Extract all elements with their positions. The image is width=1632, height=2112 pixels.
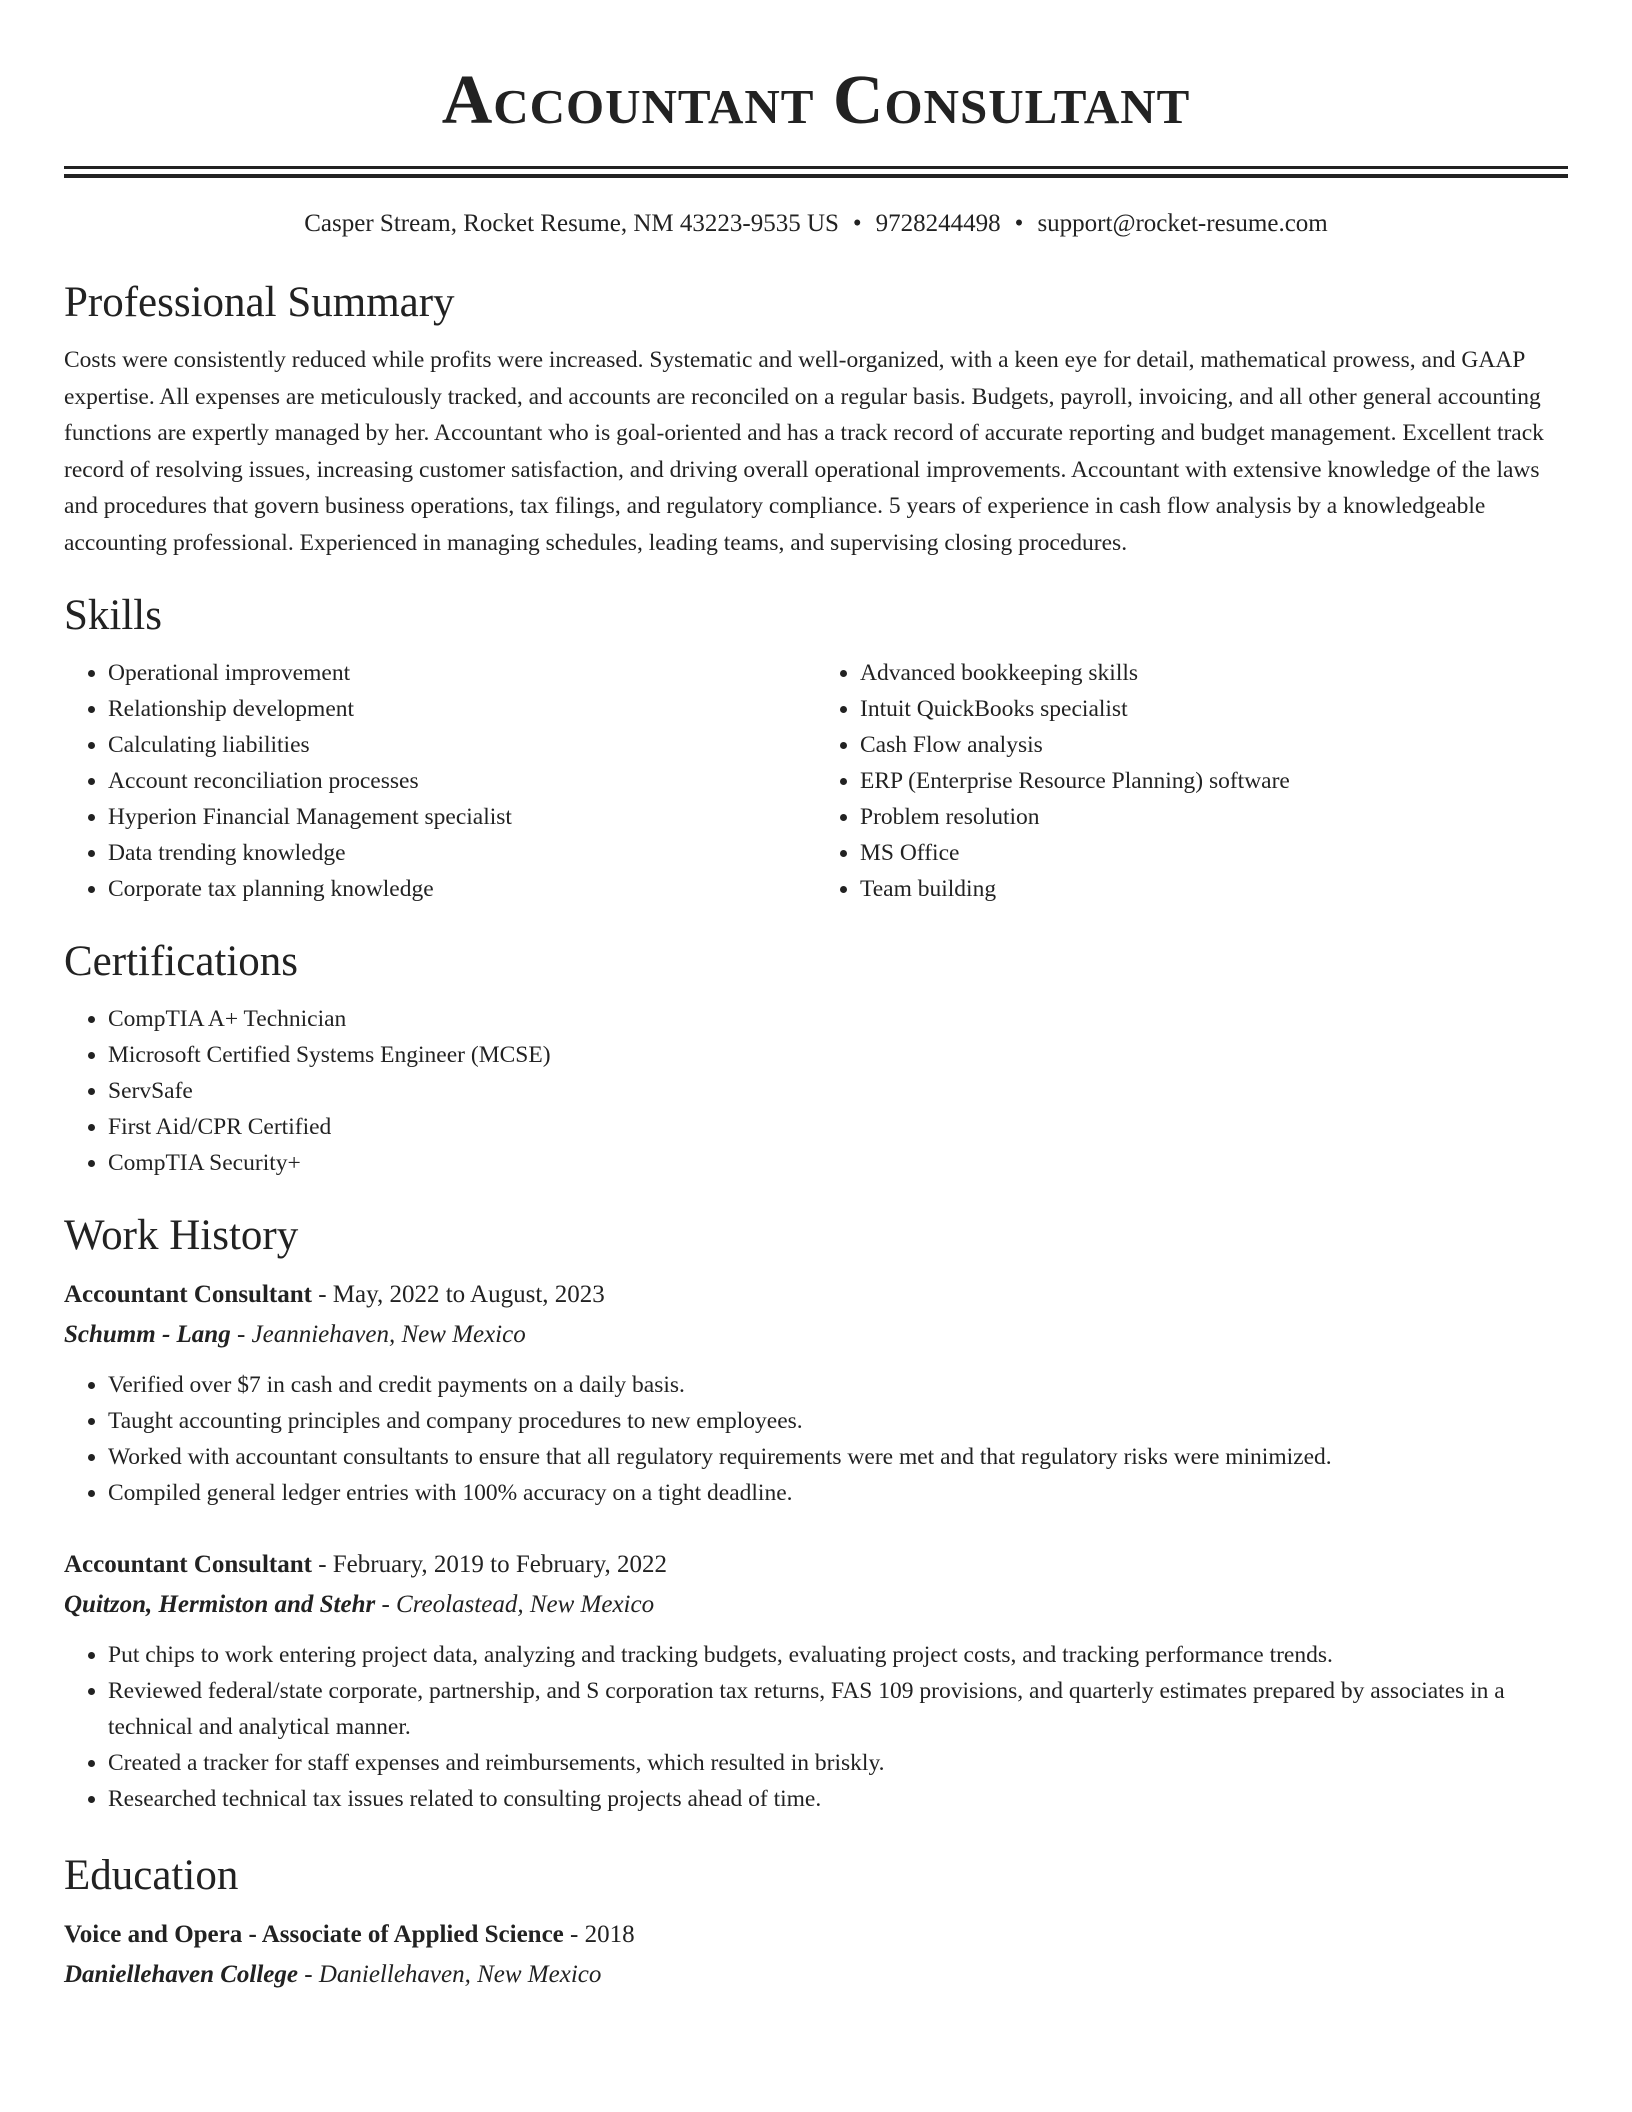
education-entry	[64, 1915, 1568, 1995]
skill-item: • Intuit QuickBooks specialist	[860, 691, 1568, 727]
skill-item: • Operational improvement	[108, 655, 816, 691]
contact-line	[64, 208, 1568, 240]
skill-item: • ERP (Enterprise Resource Planning) software	[860, 763, 1568, 799]
skill-item: • Advanced bookkeeping skills	[860, 655, 1568, 691]
job-bullet: • Researched technical tax issues related to consulting projects ahead of time.	[108, 1781, 1568, 1817]
job-bullet: • Reviewed federal/state corporate, partnership, and S corporation tax returns, FAS 109 provisions, and quarterly estimates prepared by associates in a technical and analytical manner.	[108, 1673, 1568, 1745]
skill-item: • Calculating liabilities	[108, 727, 816, 763]
skill-item: • Team building	[860, 871, 1568, 907]
job-company-line	[64, 1315, 1568, 1355]
skill-item: • Relationship development	[108, 691, 816, 727]
summary-text: Costs were consistently reduced while profits were increased. Systematic and well-organized, with a keen eye for detail, mathematical prowess, and GAAP expertise. All expenses are meticulously tracked, and accounts are reconciled on a regular basis. Budgets, payroll, invoicing, and all other general accounting functions are expertly managed by her. Accountant who is goal-oriented and has a track record of accurate reporting and budget management. Excellent track record of resolving issues, increasing customer satisfaction, and driving overall operational improvements. Accountant with extensive knowledge of the laws and procedures that govern business operations, tax filings, and regulatory compliance. 5 years of experience in cash flow analysis by a knowledgeable accounting professional. Experienced in managing schedules, leading teams, and supervising closing procedures.	[64, 347, 1544, 556]
header-divider	[64, 166, 1568, 178]
job-entry	[64, 1545, 1568, 1817]
education-school-line	[64, 1955, 1568, 1995]
education-degree: Voice and Opera - Associate of Applied Science	[64, 1921, 564, 1948]
job-title: Accountant Consultant	[64, 1551, 312, 1578]
contact-separator: •	[1014, 210, 1024, 237]
summary-heading: Professional Summary	[64, 279, 455, 326]
job-location: - Creolastead, New Mexico	[375, 1591, 655, 1618]
contact-address: Casper Stream, Rocket Resume, NM 43223-9535 US	[304, 210, 839, 237]
skill-item: • Corporate tax planning knowledge	[108, 871, 816, 907]
certification-item: • CompTIA A+ Technician	[108, 1001, 1568, 1037]
job-dates: - February, 2019 to February, 2022	[311, 1551, 667, 1578]
skill-item: • Hyperion Financial Management specialist	[108, 799, 816, 835]
skill-item: • Data trending knowledge	[108, 835, 816, 871]
education-location: - Daniellehaven, New Mexico	[298, 1961, 602, 1988]
job-company-line	[64, 1585, 1568, 1625]
job-title-line	[64, 1545, 1568, 1585]
job-bullet: • Created a tracker for staff expenses and reimbursements, which resulted in briskly.	[108, 1745, 1568, 1781]
job-location: - Jeanniehaven, New Mexico	[230, 1321, 526, 1348]
skill-item: • MS Office	[860, 835, 1568, 871]
certification-item: • First Aid/CPR Certified	[108, 1109, 1568, 1145]
certification-item: • Microsoft Certified Systems Engineer (MCSE)	[108, 1037, 1568, 1073]
education-school: Daniellehaven College	[64, 1961, 298, 1988]
contact-separator: •	[852, 210, 862, 237]
job-company: Quitzon, Hermiston and Stehr	[64, 1591, 376, 1618]
job-entry	[64, 1275, 1568, 1511]
skills-column-left	[64, 655, 816, 907]
skills-column-right	[816, 655, 1568, 907]
job-bullet: • Verified over $7 in cash and credit payments on a daily basis.	[108, 1367, 1568, 1403]
skills-heading: Skills	[64, 592, 162, 639]
job-dates: - May, 2022 to August, 2023	[311, 1281, 605, 1308]
job-company: Schumm - Lang	[64, 1321, 231, 1348]
skill-item: • Account reconciliation processes	[108, 763, 816, 799]
job-bullets	[64, 1367, 1568, 1511]
job-bullet: • Compiled general ledger entries with 100% accuracy on a tight deadline.	[108, 1475, 1568, 1511]
certification-item: • ServSafe	[108, 1073, 1568, 1109]
job-title-line	[64, 1275, 1568, 1315]
skills-list	[64, 655, 1568, 907]
job-bullets	[64, 1637, 1568, 1817]
contact-phone: 9728244498	[875, 210, 1001, 237]
education-year: - 2018	[563, 1921, 635, 1948]
skill-item: • Cash Flow analysis	[860, 727, 1568, 763]
resume-name: Accountant Consultant	[441, 62, 1191, 139]
contact-email: support@rocket-resume.com	[1037, 210, 1328, 237]
job-bullet: • Taught accounting principles and company procedures to new employees.	[108, 1403, 1568, 1439]
job-bullet: • Put chips to work entering project data, analyzing and tracking budgets, evaluating project costs, and tracking performance trends.	[108, 1637, 1568, 1673]
job-title: Accountant Consultant	[64, 1281, 312, 1308]
education-degree-line	[64, 1915, 1568, 1955]
education-heading: Education	[64, 1852, 239, 1899]
job-bullet: • Worked with accountant consultants to ensure that all regulatory requirements were met and that regulatory risks were minimized.	[108, 1439, 1568, 1475]
certifications-heading: Certifications	[64, 938, 299, 985]
work-history-heading: Work History	[64, 1212, 299, 1259]
skill-item: • Problem resolution	[860, 799, 1568, 835]
certification-item: • CompTIA Security+	[108, 1145, 1568, 1181]
certifications-list	[64, 1001, 1568, 1181]
